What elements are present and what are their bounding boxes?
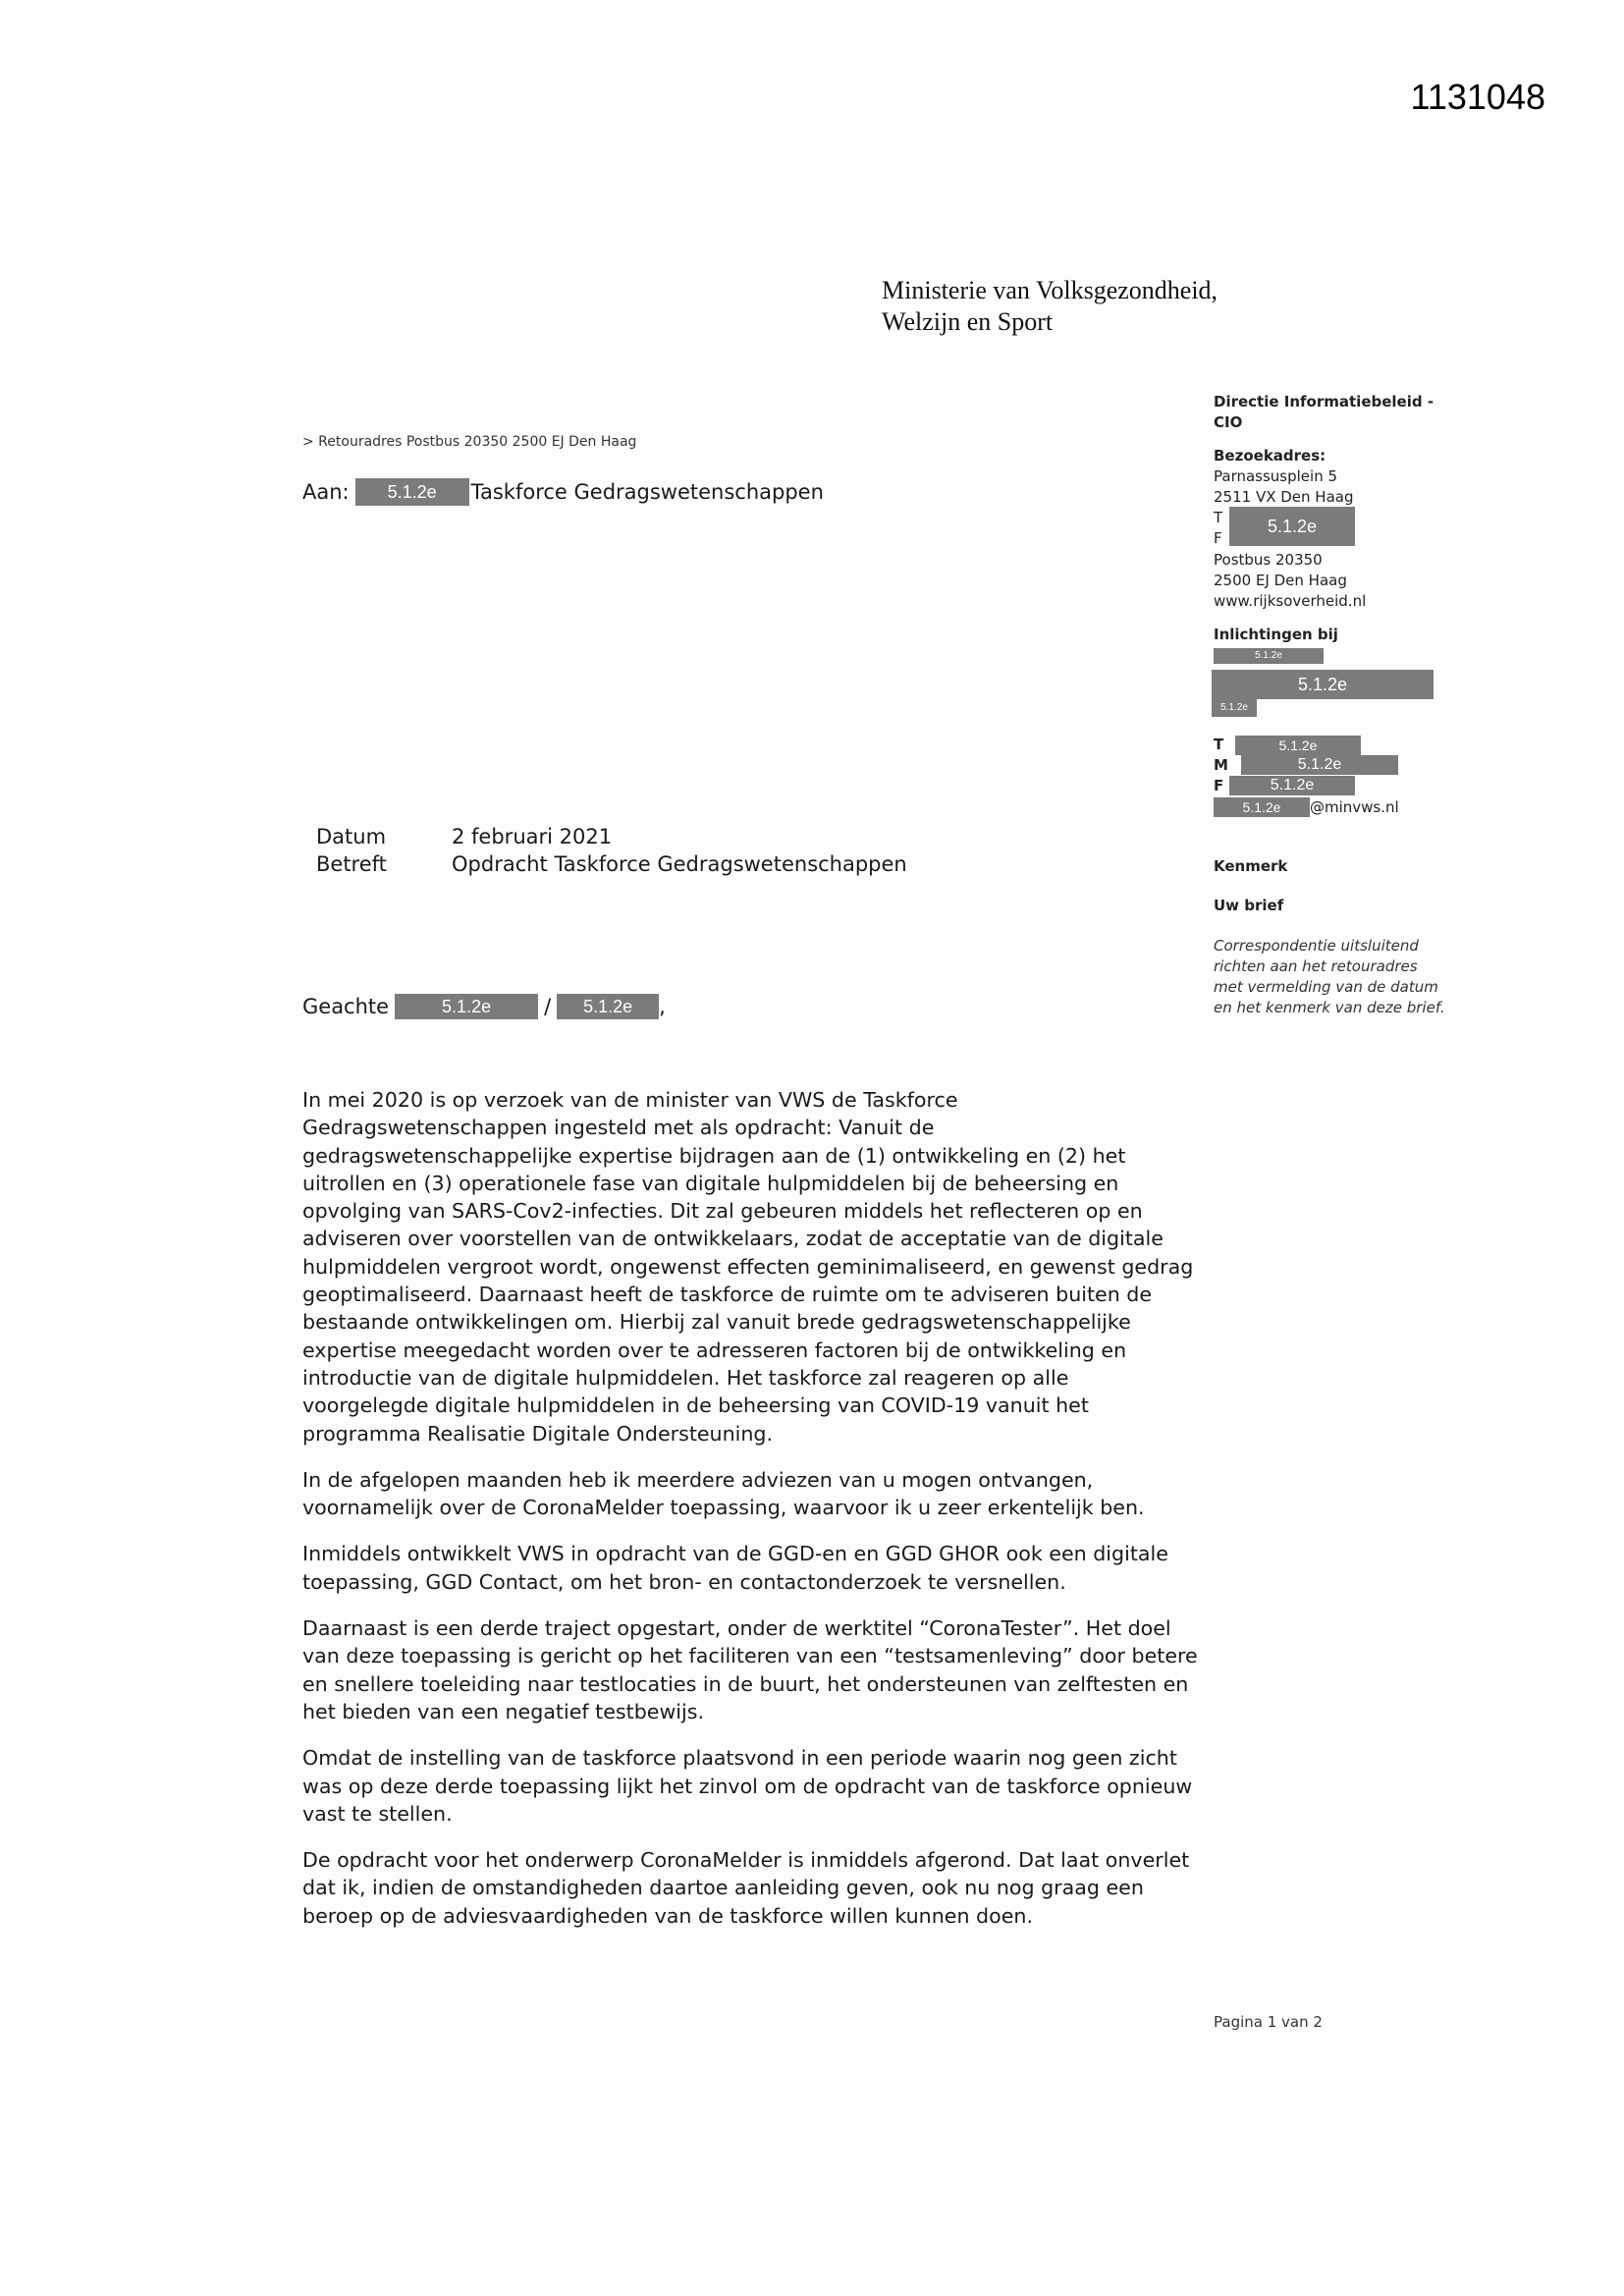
contact-fax-redaction: 5.1.2e — [1229, 776, 1355, 795]
email-redaction: 5.1.2e — [1214, 797, 1310, 817]
return-address: > Retouradres Postbus 20350 2500 EJ Den Haag — [302, 434, 637, 450]
betreft-row — [316, 850, 907, 878]
contact-email — [1214, 797, 1399, 817]
tf-redaction: 5.1.2e — [1229, 507, 1355, 546]
salutation — [302, 994, 666, 1019]
tel-label: T — [1214, 509, 1223, 526]
directie-line-2: CIO — [1214, 413, 1243, 431]
visit-street: Parnassusplein 5 — [1214, 467, 1338, 485]
body-paragraph-3: Inmiddels ontwikkelt VWS in opdracht van de GGD-en en GGD GHOR ook een digitale toepassing, GGD Contact, om het bron- en contactonderzoek te versnellen. — [302, 1542, 1168, 1594]
datum-value: 2 februari 2021 — [452, 825, 613, 848]
betreft-value: Opdracht Taskforce Gedragswetenschappen — [452, 852, 907, 876]
body-paragraph-5: Omdat de instelling van de taskforce plaatsvond in een periode waarin nog geen zicht was op deze derde toepassing lijkt het zinvol om de opdracht van de taskforce opnieuw vast te stellen. — [302, 1746, 1193, 1826]
betreft-label: Betreft — [316, 852, 387, 876]
recipient-line — [302, 478, 824, 506]
contact-fax-label: F — [1214, 777, 1224, 794]
contact-tel-redaction: 5.1.2e — [1235, 736, 1361, 755]
salutation-redaction-1: 5.1.2e — [395, 994, 538, 1019]
body-paragraph-2: In de afgelopen maanden heb ik meerdere adviezen van u mogen ontvangen, voornamelijk over de CoronaMelder toepassing, waarvoor ik u zeer erkentelijk ben. — [302, 1467, 1145, 1520]
datum-label: Datum — [316, 825, 387, 848]
email-domain: @minvws.nl — [1310, 798, 1399, 816]
uw-brief-label: Uw brief — [1214, 897, 1284, 914]
inlichtingen-label: Inlichtingen bij — [1214, 626, 1338, 643]
visit-postcode-city: 2511 VX Den Haag — [1214, 488, 1354, 506]
postbus-city: 2500 EJ Den Haag — [1214, 572, 1347, 589]
contact-mobile-redaction: 5.1.2e — [1241, 755, 1398, 775]
recipient-name: Taskforce Gedragswetenschappen — [470, 480, 824, 504]
datum-row — [316, 823, 907, 850]
inlichtingen-redaction-small: 5.1.2e — [1214, 648, 1324, 664]
body-paragraph-6: De opdracht voor het onderwerp CoronaMelder is inmiddels afgerond. Dat laat onverlet dat ik, indien de omstandigheden daartoe aanleiding geven, ook nu nog graag een beroep op de adviesvaardigheden van de taskforce willen kunnen doen. — [302, 1848, 1190, 1928]
directie-line-1: Directie Informatiebeleid - — [1214, 393, 1435, 410]
bezoekadres-label: Bezoekadres: — [1214, 447, 1326, 465]
salutation-separator: / — [544, 995, 552, 1018]
letter-meta — [316, 823, 907, 878]
page-number: Pagina 1 van 2 — [1214, 2013, 1323, 2031]
fax-label: F — [1214, 529, 1222, 547]
salutation-redaction-2: 5.1.2e — [557, 994, 659, 1019]
website: www.rijksoverheid.nl — [1214, 592, 1367, 610]
document-id: 1131048 — [1410, 77, 1545, 117]
salutation-prefix: Geachte — [302, 995, 390, 1018]
recipient-prefix: Aan: — [302, 480, 350, 504]
correspondence-note: Correspondentie uitsluitend richten aan het retouradres met vermelding van de datum en het kenmerk van deze brief. — [1214, 937, 1445, 1016]
inlichtingen-redaction-large: 5.1.2e — [1212, 670, 1434, 699]
ministry-line-2: Welzijn en Sport — [882, 307, 1054, 336]
postbus: Postbus 20350 — [1214, 551, 1323, 569]
salutation-suffix: , — [659, 995, 666, 1018]
body-paragraph-4: Daarnaast is een derde traject opgestart, onder de werktitel “CoronaTester”. Het doel van deze toepassing is gericht op het faciliteren van een “testsamenleving” door betere en snellere toeleiding naar testlocaties in de buurt, het ondersteunen van zelftesten en het bieden van een negatief testbewijs. — [302, 1616, 1198, 1723]
recipient-redaction: 5.1.2e — [355, 478, 469, 506]
contact-tel-label: T — [1214, 736, 1224, 753]
body-paragraph-1: In mei 2020 is op verzoek van de minister van VWS de Taskforce Gedragswetenschappen ingesteld met als opdracht: Vanuit de gedragswetenschappelijke expertise bijdragen aan de (1) ontwikkeling en (2) het uitrollen en (3) operationele fase van digitale hulpmiddelen bij de beheersing en opvolging van SARS-Cov2-infecties. Dit zal gebeuren middels het reflecteren op en adviseren over voorstellen van de ontwikkelaars, zodat de acceptatie van de digitale hulpmiddelen vergroot wordt, ongewenst effecten geminimaliseerd, en gewenst gedrag geoptimaliseerd. Daarnaast heeft de taskforce de ruimte om te adviseren buiten de bestaande ontwikkelingen om. Hierbij zal vanuit brede gedragswetenschappelijke expertise meegedacht worden over te adresseren factoren bij de ontwikkeling en introductie van de digitale hulpmiddelen. Het taskforce zal reageren op alle voorgelegde digitale hulpmiddelen in de beheersing van COVID-19 vanuit het programma Realisatie Digitale Ondersteuning. — [302, 1088, 1194, 1446]
ministry-logo-text — [882, 275, 1218, 338]
inlichtingen-redaction-tiny: 5.1.2e — [1212, 699, 1257, 717]
ministry-line-1: Ministerie van Volksgezondheid, — [882, 276, 1218, 304]
letter-body — [302, 1086, 1198, 1948]
contact-mobile-label: M — [1214, 756, 1228, 774]
kenmerk-label: Kenmerk — [1214, 857, 1288, 875]
